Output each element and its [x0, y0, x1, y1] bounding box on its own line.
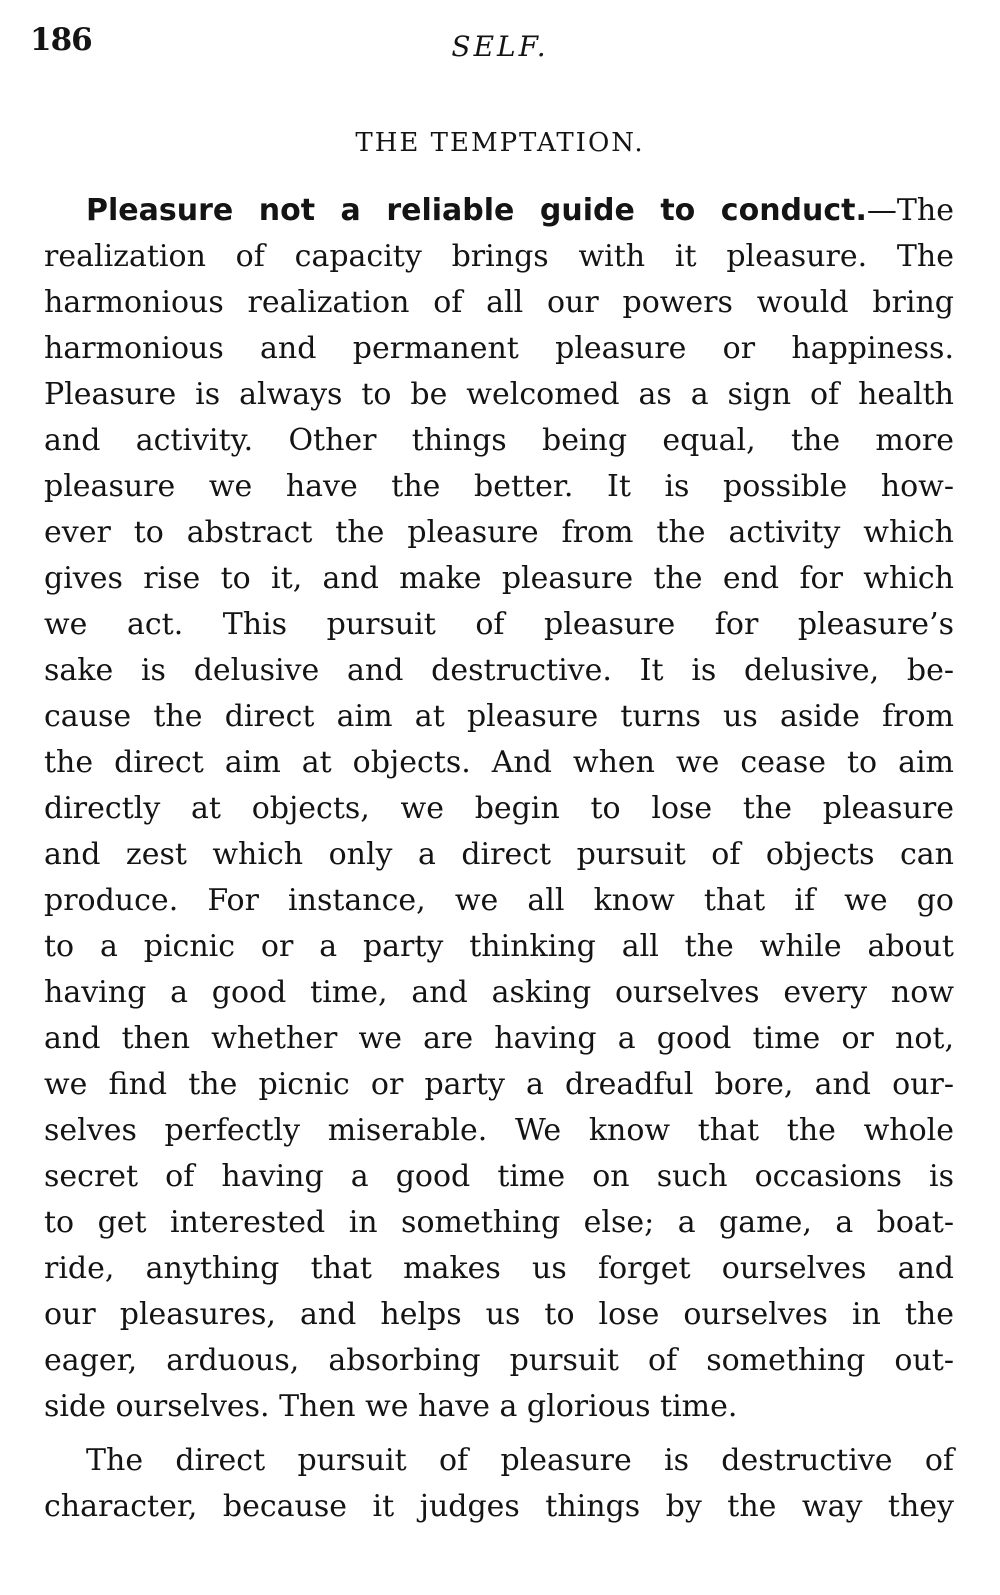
text-line: and zest which only a direct pursuit of objects can: [44, 837, 954, 872]
text-line: our pleasures, and helps us to lose ourselves in the: [44, 1297, 954, 1332]
text-line: to a picnic or a party thinking all the while about: [44, 929, 954, 964]
side-heading: Pleasure not a reliable guide to conduct.: [86, 193, 867, 228]
text-line: pleasure we have the better. It is possible how-: [44, 469, 954, 504]
text-line: ever to abstract the pleasure from the activity which: [44, 515, 954, 550]
text-line: gives rise to it, and make pleasure the end for which: [44, 561, 954, 596]
paragraph-2: [44, 1438, 954, 1530]
text-line: harmonious and permanent pleasure or happiness.: [44, 331, 954, 366]
text-line: Pleasure is always to be welcomed as a sign of health: [44, 377, 954, 412]
text-line: and activity. Other things being equal, the more: [44, 423, 954, 458]
text-line: ride, anything that makes us forget ourselves and: [44, 1251, 954, 1286]
paragraph-1: [44, 188, 954, 1430]
side-heading-continuation: —The: [866, 193, 954, 228]
text-line: having a good time, and asking ourselves every now: [44, 975, 954, 1010]
text-line: directly at objects, we begin to lose the pleasure: [44, 791, 954, 826]
running-head: SELF.: [451, 30, 549, 63]
text-line: realization of capacity brings with it pleasure. The: [44, 239, 954, 274]
text-line: secret of having a good time on such occasions is: [44, 1159, 954, 1194]
text-line: and then whether we are having a good time or not,: [44, 1021, 954, 1056]
text-line: produce. For instance, we all know that if we go: [44, 883, 954, 918]
text-line: character, because it judges things by the way they: [44, 1489, 954, 1524]
text-line: we act. This pursuit of pleasure for pleasure’s: [44, 607, 954, 642]
text-line: The direct pursuit of pleasure is destructive of: [86, 1443, 954, 1478]
page-number: 186: [30, 22, 92, 58]
text-line: to get interested in something else; a game, a boat-: [44, 1205, 954, 1240]
text-line: cause the direct aim at pleasure turns us aside from: [44, 699, 954, 734]
text-line: the direct aim at objects. And when we cease to aim: [44, 745, 954, 780]
paragraph-1-line-1: [44, 188, 954, 234]
text-line: harmonious realization of all our powers would bring: [44, 285, 954, 320]
text-line: sake is delusive and destructive. It is delusive, be-: [44, 653, 954, 688]
section-title: THE TEMPTATION.: [355, 128, 645, 158]
text-line: side ourselves. Then we have a glorious time.: [44, 1389, 738, 1424]
text-line: we find the picnic or party a dreadful bore, and our-: [44, 1067, 954, 1102]
text-line: eager, arduous, absorbing pursuit of something out-: [44, 1343, 954, 1378]
text-line: selves perfectly miserable. We know that the whole: [44, 1113, 954, 1148]
